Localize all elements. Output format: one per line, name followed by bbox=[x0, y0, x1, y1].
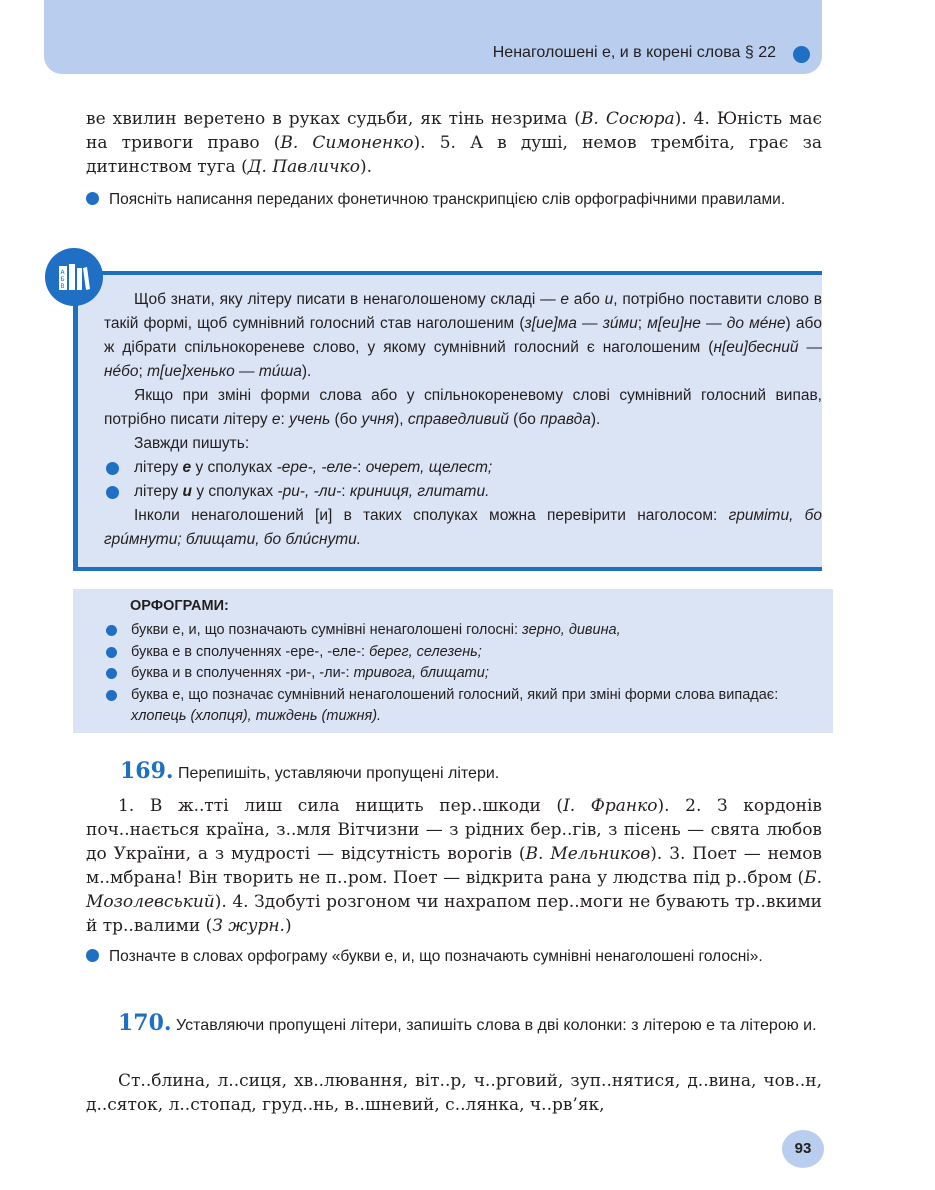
svg-text:А: А bbox=[60, 269, 65, 276]
svg-text:Б: Б bbox=[60, 276, 65, 283]
exercise-169-text: 1. В ж..тті лиш сила нищить пер..шкоди (І. Франко). 2. З кордонів поч..нається країна, з..мля Вітчизни — з рідних бер..гів, з пісень — свята любов до України, а з мудрості — відсутність ворогів (В. Мельников). 3. Поет — немов м..мбрана! Він творить не п..ром. Поет — відкрита рана у людства під р..бром (Б. Мозолевський). 4. Здобуті розгоном чи нахрапом пер..моги не бувають тр..вкими й тр..валими (З журн.) bbox=[86, 796, 822, 936]
exercise-169-note: Позначте в словах орфограму «букви е, и, що позначають сумнівні ненаголошені голосні». bbox=[86, 945, 822, 969]
exercise-169-heading bbox=[120, 759, 822, 786]
page-number: 93 bbox=[782, 1130, 824, 1168]
exercise-170-text: Ст..блина, л..сиця, хв..лювання, віт..р, ч..рговий, зуп..нятися, д..вина, чов..н, д..сяток, л..стопад, груд..нь, в..шневий, с..лянка, ч..рв’як, bbox=[86, 1071, 822, 1115]
rule-text bbox=[104, 288, 822, 552]
section-title: Ненаголошені е, и в корені слова § 22 bbox=[492, 44, 776, 61]
bullet-icon bbox=[106, 690, 117, 701]
exercise-number: 170. bbox=[118, 1010, 172, 1036]
list-item: буква е в сполученнях -ере-, -еле-: берег, селезень; bbox=[106, 642, 822, 664]
list-item: буква е, що позначає сумнівний ненаголошений голосний, який при зміні форми слова випадає: хлопець (хлопця), тиждень (тижня). bbox=[106, 685, 822, 728]
bullet-icon bbox=[106, 668, 117, 679]
rule-always: Завжди пишуть: bbox=[134, 435, 250, 452]
exercise-number: 169. bbox=[120, 758, 174, 784]
page-header bbox=[44, 0, 822, 74]
list-item: буква и в сполученнях -ри-, -ли-: тривога, блищати; bbox=[106, 663, 822, 685]
rule-paragraph-1: Щоб знати, яку літеру писати в ненаголошеному складі — е або и, потрібно поставити слово в такій формі, щоб сумнівний голосний став наголошеним (з[ие]ма — зúми; м[еи]не — до мéне) або ж дібрати спільнокореневе слово, у якому сумнівний голосний є наголошеним (н[еи]бесний — нéбо; т[ие]хенько — тúша). bbox=[104, 291, 823, 380]
orfogramy-title: ОРФОГРАМИ: bbox=[130, 598, 229, 614]
bullet-icon bbox=[106, 647, 117, 658]
task-note-1: Поясніть написання переданих фонетичною транскрипцією слів орфографічними правилами. bbox=[86, 188, 822, 212]
bullet-icon bbox=[86, 192, 99, 205]
orfogramy-list bbox=[106, 620, 822, 728]
library-books-icon bbox=[45, 248, 103, 306]
bullet-icon bbox=[106, 486, 119, 499]
rule-paragraph-2: Якщо при зміні форми слова або у спільнокореневому слові сумнівний голосний випав, потрібно писати літеру е: учень (бо учня), справедливий (бо правда). bbox=[104, 387, 822, 428]
bullet-icon bbox=[106, 462, 119, 475]
exercise-task: Уставляючи пропущені літери, запишіть слова в дві колонки: з літерою е та літерою и. bbox=[176, 1017, 817, 1034]
bullet-icon bbox=[106, 625, 117, 636]
svg-text:В: В bbox=[60, 283, 65, 290]
list-item: букви е, и, що позначають сумнівні ненаголошені голосні: зерно, дивина, bbox=[106, 620, 822, 642]
exercise-task: Перепишіть, уставляючи пропущені літери. bbox=[178, 765, 500, 782]
exercise-170-heading bbox=[86, 1011, 822, 1038]
quote-paragraph: ве хвилин веретено в руках судьби, як тінь незрима (В. Сосюра). 4. Юність має на тривоги право (В. Симоненко). 5. А в душі, немов трембіта, грає за дитинством туга (Д. Павличко). bbox=[86, 109, 823, 177]
header-dot-icon bbox=[793, 46, 810, 63]
bullet-icon bbox=[86, 949, 99, 962]
rule-paragraph-last: Інколи ненаголошений [и] в таких сполуках можна перевірити наголосом: гриміти, бо грúмнути; блищати, бо блúснути. bbox=[104, 507, 822, 548]
rule-bullet-2: літеру и у сполуках -ри-, -ли-: криниця, глитати. bbox=[104, 480, 822, 504]
rule-bullet-1: літеру е у сполуках -ере-, -еле-: очерет, щелест; bbox=[104, 456, 822, 480]
